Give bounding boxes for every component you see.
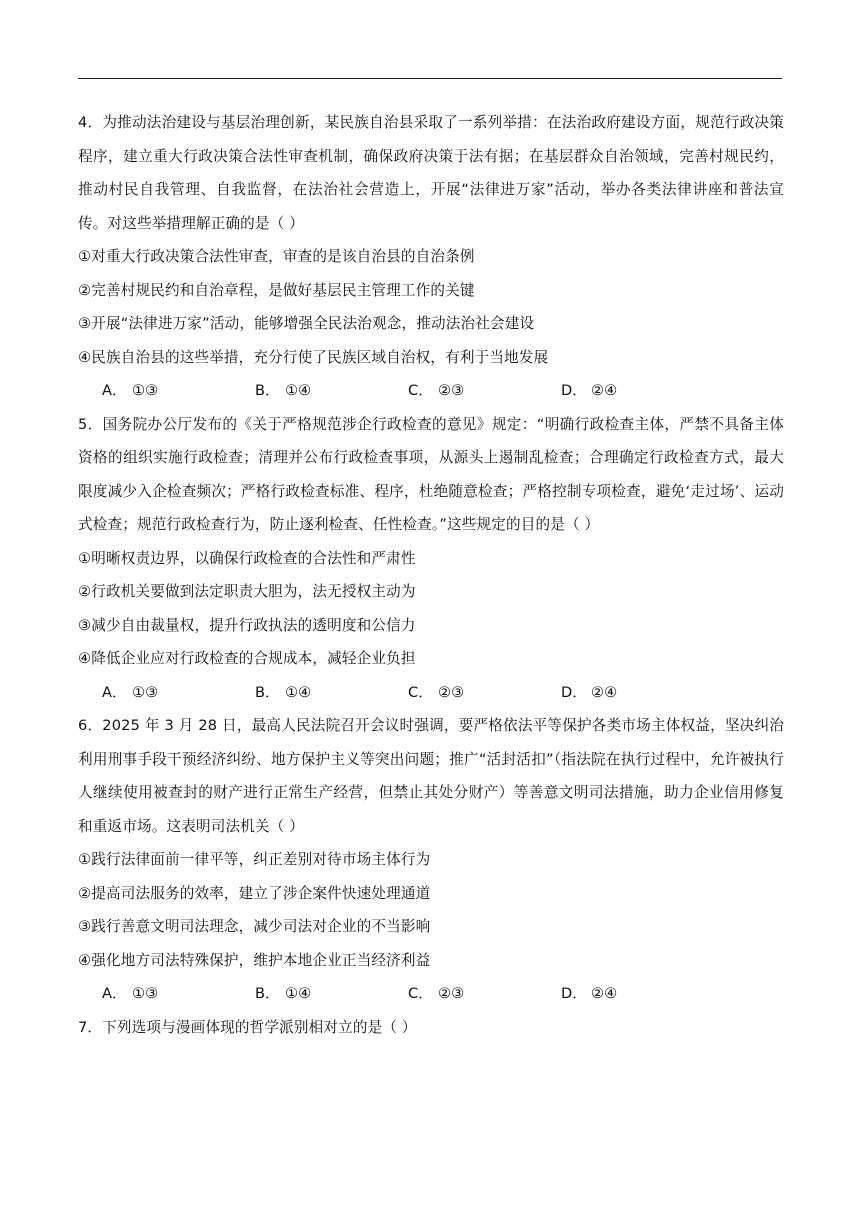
choice-d[interactable]: D． ②④ xyxy=(561,382,618,399)
statement-option: ①对重大行政决策合法性审查，审查的是该自治县的自治条例 xyxy=(78,248,475,265)
question-6 xyxy=(78,709,784,1011)
statement-option: ③减少自由裁量权，提升行政执法的透明度和公信力 xyxy=(78,616,416,634)
question-stem: 4．为推动法治建设与基层治理创新，某民族自治县采取了一系列举措：在法治政府建设方面，规范行政决策程序，建立重大行政决策合法性审查机制，确保政府决策于法有据；在基层群众自治领域，完善村规民约，推动村民自我管理、自我监督，在法治社会营造上，开展“法律进万家”活动，举办各类法律讲座和普法宣传。对这些举措理解正确的是（ ） xyxy=(78,114,784,232)
question-5 xyxy=(78,408,784,710)
choice-a[interactable]: A． ①③ xyxy=(102,683,159,701)
statement-option: ①践行法律面前一律平等，纠正差别对待市场主体行为 xyxy=(78,851,431,868)
question-stem: 5．国务院办公厅发布的《关于严格规范涉企行政检查的意见》规定：“明确行政检查主体，严禁不具备主体资格的组织实施行政检查；清理并公布行政检查事项，从源头上遏制乱检查；合理确定行政检查方式，最大限度减少入企检查频次；严格行政检查标准、程序，杜绝随意检查；严格控制专项检查，避免‘走过场’、运动式检查；规范行政检查行为，防止逐利检查、任性检查。”这些规定的目的是（ ） xyxy=(78,415,784,533)
choice-a[interactable]: A． ①③ xyxy=(102,382,159,399)
statement-option: ④强化地方司法特殊保护，维护本地企业正当经济利益 xyxy=(78,951,431,969)
statement-option: ②行政机关要做到法定职责大胆为，法无授权主动为 xyxy=(78,583,416,600)
statement-option: ①明晰权责边界，以确保行政检查的合法性和严肃性 xyxy=(78,549,416,567)
answer-choices xyxy=(78,676,784,710)
statement-option: ②提高司法服务的效率，建立了涉企案件快速处理通道 xyxy=(78,884,431,902)
choice-b[interactable]: B． ①④ xyxy=(255,985,312,1002)
question-7 xyxy=(78,1011,784,1045)
question-stem: 6．2025 年 3 月 28 日，最高人民法院召开会议时强调，要严格依法平等保护各类市场主体权益，坚决纠治利用刑事手段干预经济纠纷、地方保护主义等突出问题；推广“活封活扣”（指法院在执行过程中，允许被执行人继续使用被查封的财产进行正常生产经营，但禁止其处分财产）等善意文明司法措施，助力企业信用修复和重返市场。这表明司法机关（ ） xyxy=(78,717,784,835)
header-rule xyxy=(78,78,782,79)
choice-c[interactable]: C． ②③ xyxy=(408,985,465,1002)
statement-option: ②完善村规民约和自治章程，是做好基层民主管理工作的关键 xyxy=(78,281,475,299)
question-4 xyxy=(78,106,784,408)
statement-option: ④降低企业应对行政检查的合规成本，减轻企业负担 xyxy=(78,650,416,667)
choice-c[interactable]: C． ②③ xyxy=(408,382,465,399)
question-stem: 7．下列选项与漫画体现的哲学派别相对立的是（ ） xyxy=(78,1018,417,1036)
answer-choices xyxy=(78,374,784,408)
choice-a[interactable]: A． ①③ xyxy=(102,985,159,1002)
question-list xyxy=(78,106,784,1044)
statement-option: ④民族自治县的这些举措，充分行使了民族区域自治权，有利于当地发展 xyxy=(78,348,549,366)
answer-choices xyxy=(78,977,784,1011)
choice-c[interactable]: C． ②③ xyxy=(408,683,465,701)
statement-option: ③践行善意文明司法理念，减少司法对企业的不当影响 xyxy=(78,918,431,935)
choice-d[interactable]: D． ②④ xyxy=(561,683,618,701)
choice-b[interactable]: B． ①④ xyxy=(255,382,312,399)
choice-d[interactable]: D． ②④ xyxy=(561,985,618,1002)
choice-b[interactable]: B． ①④ xyxy=(255,683,312,701)
statement-option: ③开展“法律进万家”活动，能够增强全民法治观念，推动法治社会建设 xyxy=(78,315,535,332)
